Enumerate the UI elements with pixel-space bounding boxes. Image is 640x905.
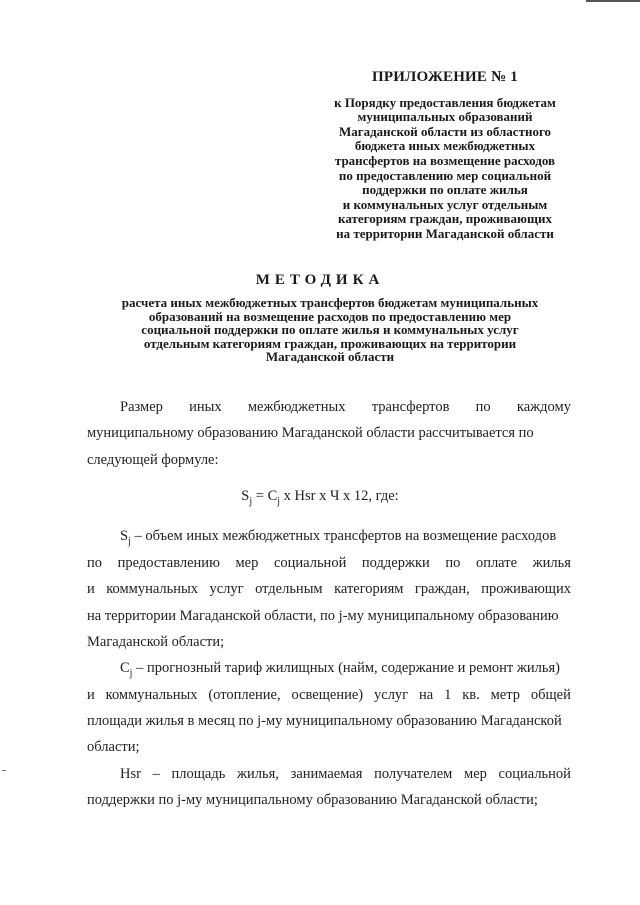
sj-line-2 <box>87 554 571 572</box>
word: коммунальных <box>106 581 199 597</box>
scan-edge-mark-left <box>2 770 6 771</box>
word: Размер <box>120 399 163 415</box>
sj-symbol: S <box>120 528 129 544</box>
word: по <box>445 555 461 571</box>
intro-line-3: следующей формуле: <box>87 452 219 468</box>
cj-sub: j <box>129 667 133 679</box>
appendix-header <box>300 70 590 242</box>
formula-s: S <box>241 488 250 504</box>
appendix-line: и коммунальных услуг отдельным <box>342 196 548 212</box>
word: (отопление, <box>208 687 281 703</box>
appendix-line: поддержки по оплате жилья <box>362 182 528 198</box>
word: Hsr <box>120 766 141 782</box>
cj-symbol: C <box>120 660 130 676</box>
formula <box>0 488 640 507</box>
cj-line-3: площади жилья в месяц по j-му муниципальному образованию Магаданской <box>87 713 562 729</box>
word: категориям <box>334 581 404 597</box>
word: жилья, <box>237 766 279 782</box>
word: мер <box>235 555 259 571</box>
subtitle-line: Магаданской области <box>265 349 395 365</box>
cj-text: – прогнозный тариф жилищных (найм, содержание и ремонт жилья) <box>132 660 560 676</box>
word: каждому <box>516 399 571 415</box>
word: социальной <box>498 766 571 782</box>
subtitle-line: социальной поддержки по оплате жилья и коммунальных услуг <box>141 322 519 338</box>
methodology-title: МЕТОДИКА <box>255 272 385 288</box>
subtitle-line: отдельным категориям граждан, проживающих на территории <box>143 335 517 351</box>
methodology-subtitle <box>60 296 600 364</box>
word: и <box>87 687 95 703</box>
formula-rest: x Hsr x Ч x 12, где: <box>280 488 399 504</box>
cj-line-1 <box>87 659 571 683</box>
word: отдельным <box>255 581 323 597</box>
sj-sub: j <box>128 535 131 547</box>
appendix-line: по предоставлению мер социальной <box>338 167 552 183</box>
word: услуг <box>209 581 244 597</box>
cj-line-4: области; <box>87 739 140 755</box>
word: предоставлению <box>117 555 220 571</box>
cj-line-2 <box>87 686 571 704</box>
word: граждан, <box>414 581 470 597</box>
word: 1 <box>444 687 452 703</box>
word: социальной <box>273 555 347 571</box>
appendix-line: трансфертов на возмещение расходов <box>334 152 556 168</box>
intro-line-2: муниципальному образованию Магаданской области рассчитывается по <box>87 425 534 441</box>
word: оплате <box>475 555 518 571</box>
word: и <box>87 581 95 597</box>
appendix-title: ПРИЛОЖЕНИЕ № 1 <box>371 69 519 85</box>
scan-edge-mark <box>586 0 640 2</box>
word: проживающих <box>481 581 571 597</box>
subtitle-line: расчета иных межбюджетных трансфертов бюджетам муниципальных <box>121 295 539 310</box>
word: межбюджетных <box>247 399 346 415</box>
word: поддержки <box>361 555 430 571</box>
sj-line-1 <box>87 527 571 551</box>
word: общей <box>530 687 571 703</box>
word: метр <box>490 687 521 703</box>
word: жилья <box>532 555 571 571</box>
word: получателем <box>374 766 453 782</box>
formula-c-sub: j <box>277 495 281 507</box>
word: по <box>475 399 491 415</box>
word: занимаемая <box>290 766 363 782</box>
word: на <box>419 687 434 703</box>
formula-s-sub: j <box>249 495 253 507</box>
word: площадь <box>171 766 226 782</box>
word: кв. <box>462 687 480 703</box>
appendix-line: к Порядку предоставления бюджетам <box>334 94 556 110</box>
appendix-line: Магаданской области из областного <box>338 123 552 139</box>
word: – <box>152 766 160 782</box>
sj-line-4: на территории Магаданской области, по j-му муниципальному образованию <box>87 608 559 624</box>
word: услуг <box>374 687 409 703</box>
word: трансфертов <box>371 399 450 415</box>
appendix-line: категориям граждан, проживающих <box>338 211 552 227</box>
sj-line-3 <box>87 580 571 598</box>
appendix-line: на территории Магаданской области <box>336 225 554 241</box>
appendix-line: бюджета иных межбюджетных <box>354 138 536 154</box>
formula-eq: = C <box>252 488 278 504</box>
sj-line-5: Магаданской области; <box>87 634 225 650</box>
word: коммунальных <box>105 687 198 703</box>
subtitle-line: образований на возмещение расходов по предоставлению мер <box>148 308 512 324</box>
hsr-line-1 <box>87 765 571 783</box>
word: иных <box>189 399 222 415</box>
word: по <box>87 555 103 571</box>
word: освещение) <box>291 687 364 703</box>
sj-text: – объем иных межбюджетных трансфертов на возмещение расходов <box>130 528 557 544</box>
intro-line-1 <box>87 398 571 416</box>
word: мер <box>464 766 487 782</box>
appendix-line: муниципальных образований <box>357 109 533 125</box>
hsr-line-2: поддержки по j-му муниципальному образованию Магаданской области; <box>87 792 538 808</box>
